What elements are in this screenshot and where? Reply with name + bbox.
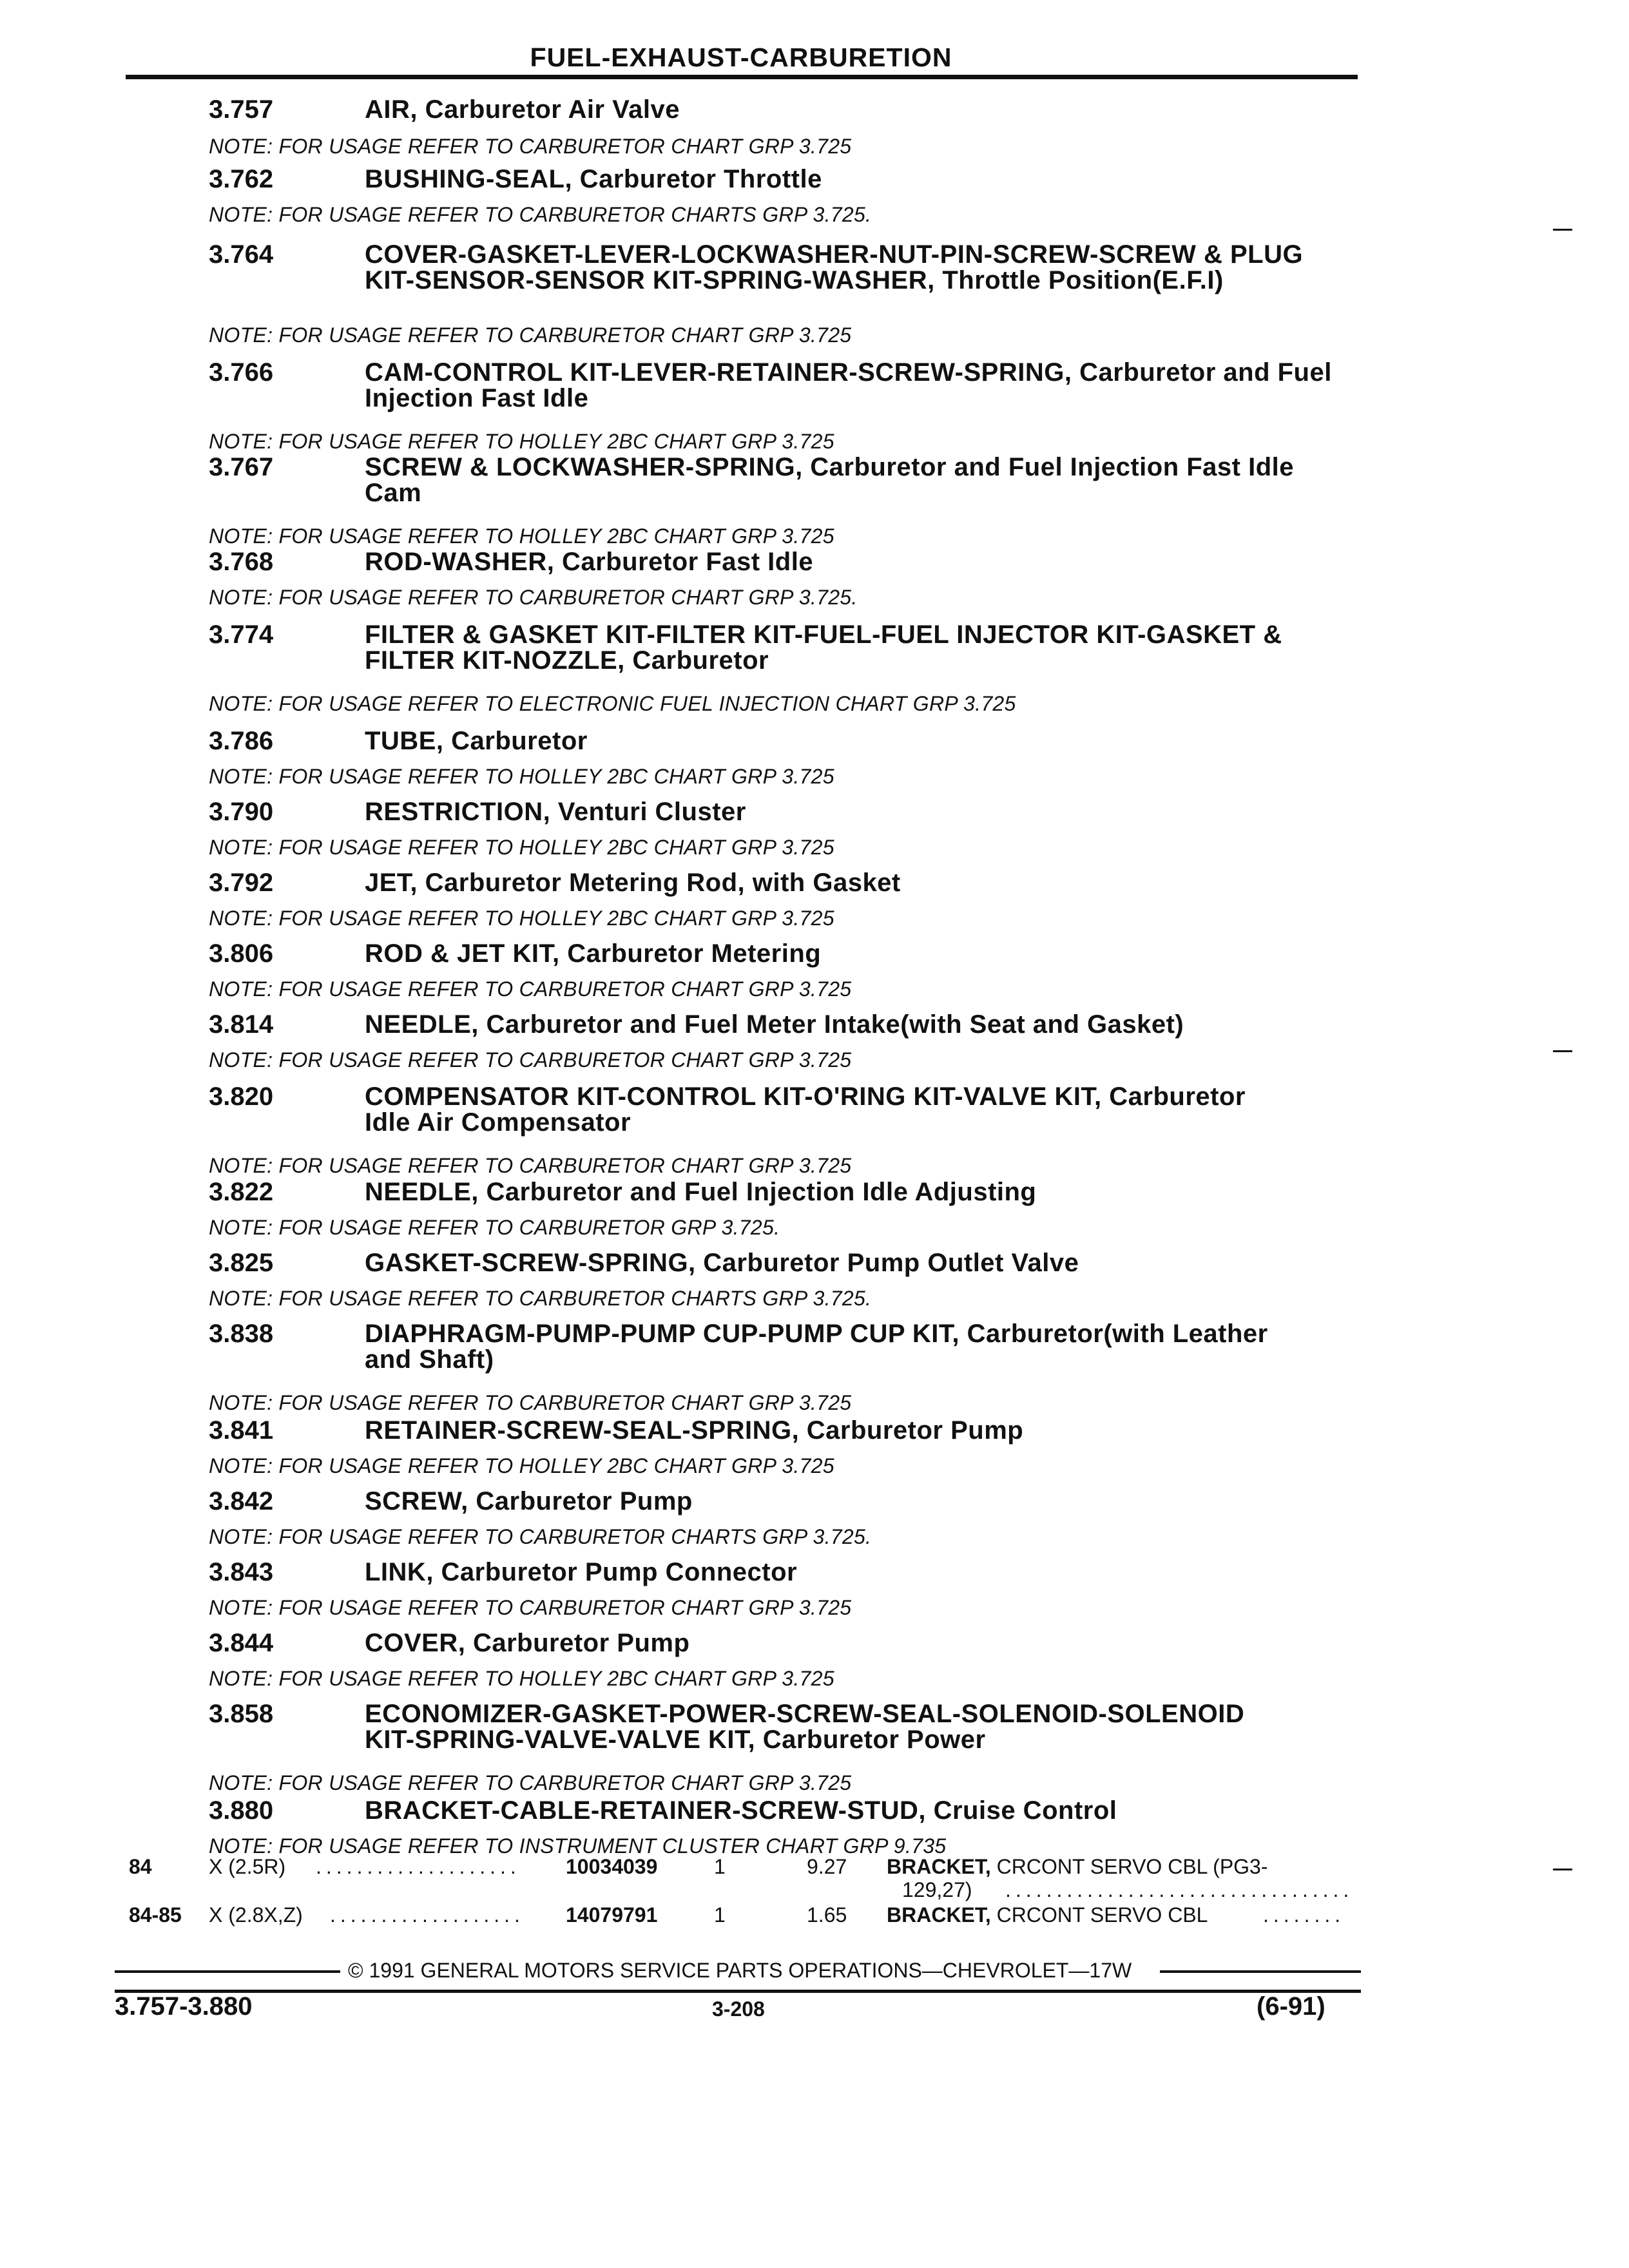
- entry-title: ROD & JET KIT, Carburetor Metering: [365, 939, 822, 968]
- usage-note: NOTE: FOR USAGE REFER TO CARBURETOR CHARTS GRP 3.725.: [209, 1525, 872, 1548]
- entry-title: COVER, Carburetor Pump: [365, 1629, 690, 1657]
- entry-code: 3.880: [209, 1796, 274, 1825]
- entry-code: 3.842: [209, 1487, 274, 1515]
- entry-code: 3.814: [209, 1010, 274, 1039]
- model-year: 84-85: [129, 1903, 182, 1927]
- usage-note: NOTE: FOR USAGE REFER TO CARBURETOR CHART GRP 3.725.: [209, 586, 858, 609]
- entry-code: 3.858: [209, 1700, 274, 1728]
- price: 1.65: [807, 1903, 847, 1927]
- entry-title: CAM-CONTROL KIT-LEVER-RETAINER-SCREW-SPRING, Carburetor and Fuel Injection Fast Idle: [365, 358, 1332, 412]
- entry-code: 3.825: [209, 1249, 274, 1277]
- entry-title: BUSHING-SEAL, Carburetor Throttle: [365, 165, 822, 193]
- usage-note: NOTE: FOR USAGE REFER TO HOLLEY 2BC CHART GRP 3.725: [209, 1667, 834, 1690]
- entry-code: 3.764: [209, 240, 274, 269]
- revision-date: (6-91): [1257, 1992, 1325, 2021]
- part-name-rest: CRCONT SERVO CBL: [996, 1903, 1208, 1927]
- usage-note: NOTE: FOR USAGE REFER TO HOLLEY 2BC CHART GRP 3.725: [209, 430, 834, 453]
- page-number: 3-208: [712, 1997, 765, 2021]
- entry-code: 3.774: [209, 620, 274, 649]
- part-number: 10034039: [566, 1855, 658, 1878]
- entry-code: 3.822: [209, 1178, 274, 1206]
- entry-title: DIAPHRAGM-PUMP-PUMP CUP-PUMP CUP KIT, Carburetor(with Leather and Shaft): [365, 1320, 1268, 1374]
- entry-code: 3.838: [209, 1320, 274, 1348]
- usage-note: NOTE: FOR USAGE REFER TO CARBURETOR CHART GRP 3.725: [209, 1154, 852, 1177]
- entry-code: 3.792: [209, 869, 274, 897]
- entry-title: JET, Carburetor Metering Rod, with Gasket: [365, 869, 901, 897]
- footer-heavy-rule: [115, 1990, 1361, 1993]
- usage-note: NOTE: FOR USAGE REFER TO CARBURETOR CHART GRP 3.725: [209, 1048, 852, 1072]
- part-name-rest: CRCONT SERVO CBL (PG3-: [996, 1855, 1268, 1878]
- entry-code: 3.841: [209, 1416, 274, 1445]
- usage-note: NOTE: FOR USAGE REFER TO CARBURETOR CHART GRP 3.725: [209, 323, 852, 347]
- entry-code: 3.806: [209, 939, 274, 968]
- entry-title: SCREW & LOCKWASHER-SPRING, Carburetor and Fuel Injection Fast Idle Cam: [365, 453, 1295, 507]
- entry-title: COMPENSATOR KIT-CONTROL KIT-O'RING KIT-VALVE KIT, Carburetor Idle Air Compensator: [365, 1082, 1246, 1137]
- entry-code: 3.768: [209, 548, 274, 576]
- usage-note: NOTE: FOR USAGE REFER TO HOLLEY 2BC CHART GRP 3.725: [209, 765, 834, 788]
- quantity: 1: [714, 1903, 726, 1927]
- entry-code: 3.757: [209, 95, 274, 124]
- part-number: 14079791: [566, 1903, 658, 1927]
- usage-note: NOTE: FOR USAGE REFER TO CARBURETOR CHART GRP 3.725: [209, 1391, 852, 1414]
- entry-code: 3.767: [209, 453, 274, 481]
- engine-code: X (2.8X,Z): [209, 1903, 303, 1927]
- usage-note: NOTE: FOR USAGE REFER TO CARBURETOR CHART GRP 3.725: [209, 135, 852, 158]
- entry-title: TUBE, Carburetor: [365, 727, 588, 755]
- leader-dots: ....................: [316, 1855, 521, 1878]
- entry-title: NEEDLE, Carburetor and Fuel Injection Idle Adjusting: [365, 1178, 1037, 1206]
- entry-title: ROD-WASHER, Carburetor Fast Idle: [365, 548, 814, 576]
- part-name: [887, 1904, 1208, 1926]
- price: 9.27: [807, 1855, 847, 1878]
- usage-note: NOTE: FOR USAGE REFER TO CARBURETOR CHART GRP 3.725: [209, 1596, 852, 1619]
- entry-code: 3.844: [209, 1629, 274, 1657]
- leader-dots: ..................................: [1005, 1878, 1354, 1901]
- entry-title: RESTRICTION, Venturi Cluster: [365, 798, 746, 826]
- entry-title: GASKET-SCREW-SPRING, Carburetor Pump Outlet Valve: [365, 1249, 1079, 1277]
- usage-note: NOTE: FOR USAGE REFER TO CARBURETOR GRP 3.725.: [209, 1216, 780, 1239]
- usage-note: NOTE: FOR USAGE REFER TO HOLLEY 2BC CHART GRP 3.725: [209, 1454, 834, 1477]
- footer-rule: [1160, 1970, 1361, 1973]
- entry-code: 3.843: [209, 1558, 274, 1586]
- part-name-bold: BRACKET,: [887, 1855, 991, 1878]
- entry-title: AIR, Carburetor Air Valve: [365, 95, 680, 124]
- section-range: 3.757-3.880: [115, 1992, 253, 2021]
- usage-note: NOTE: FOR USAGE REFER TO CARBURETOR CHART GRP 3.725: [209, 1771, 852, 1794]
- part-name: [887, 1856, 1268, 1878]
- entry-title: NEEDLE, Carburetor and Fuel Meter Intake(with Seat and Gasket): [365, 1010, 1184, 1039]
- usage-note: NOTE: FOR USAGE REFER TO CARBURETOR CHARTS GRP 3.725.: [209, 203, 872, 226]
- usage-note: NOTE: FOR USAGE REFER TO ELECTRONIC FUEL INJECTION CHART GRP 3.725: [209, 692, 1016, 715]
- entry-title: LINK, Carburetor Pump Connector: [365, 1558, 798, 1586]
- leader-dots: ........: [1263, 1903, 1345, 1927]
- entry-code: 3.762: [209, 165, 274, 193]
- usage-note: NOTE: FOR USAGE REFER TO CARBURETOR CHART GRP 3.725: [209, 977, 852, 1001]
- usage-note: NOTE: FOR USAGE REFER TO HOLLEY 2BC CHART GRP 3.725: [209, 836, 834, 859]
- entry-code: 3.766: [209, 358, 274, 387]
- part-name-continuation: 129,27): [902, 1878, 972, 1901]
- entry-title: ECONOMIZER-GASKET-POWER-SCREW-SEAL-SOLENOID-SOLENOID KIT-SPRING-VALVE-VALVE KIT, Carburetor Power: [365, 1700, 1245, 1754]
- entry-title: BRACKET-CABLE-RETAINER-SCREW-STUD, Cruise Control: [365, 1796, 1117, 1825]
- usage-note: NOTE: FOR USAGE REFER TO HOLLEY 2BC CHART GRP 3.725: [209, 907, 834, 930]
- entry-code: 3.820: [209, 1082, 274, 1111]
- header-rule: [126, 75, 1358, 79]
- margin-tick: [1553, 1050, 1572, 1052]
- entry-title: RETAINER-SCREW-SEAL-SPRING, Carburetor Pump: [365, 1416, 1024, 1445]
- entry-code: 3.786: [209, 727, 274, 755]
- entry-code: 3.790: [209, 798, 274, 826]
- entry-title: SCREW, Carburetor Pump: [365, 1487, 693, 1515]
- page-title: FUEL-EXHAUST-CARBURETION: [530, 43, 952, 72]
- usage-note: NOTE: FOR USAGE REFER TO CARBURETOR CHARTS GRP 3.725.: [209, 1287, 872, 1310]
- entry-title: COVER-GASKET-LEVER-LOCKWASHER-NUT-PIN-SCREW-SCREW & PLUG KIT-SENSOR-SENSOR KIT-SPRING-WASHER, Throttle Position(E.F.I): [365, 240, 1304, 294]
- leader-dots: ...................: [330, 1903, 525, 1927]
- model-year: 84: [129, 1855, 152, 1878]
- part-name-bold: BRACKET,: [887, 1903, 991, 1927]
- margin-tick: [1553, 229, 1572, 231]
- copyright-line: © 1991 GENERAL MOTORS SERVICE PARTS OPERATIONS—CHEVROLET—17W: [348, 1959, 1132, 1982]
- margin-tick: [1553, 1869, 1572, 1870]
- usage-note: NOTE: FOR USAGE REFER TO HOLLEY 2BC CHART GRP 3.725: [209, 524, 834, 548]
- usage-note: NOTE: FOR USAGE REFER TO INSTRUMENT CLUSTER CHART GRP 9.735: [209, 1834, 947, 1858]
- engine-code: X (2.5R): [209, 1855, 286, 1878]
- footer-rule: [115, 1970, 340, 1973]
- entry-title: FILTER & GASKET KIT-FILTER KIT-FUEL-FUEL INJECTOR KIT-GASKET & FILTER KIT-NOZZLE, Carburetor: [365, 620, 1282, 675]
- quantity: 1: [714, 1855, 726, 1878]
